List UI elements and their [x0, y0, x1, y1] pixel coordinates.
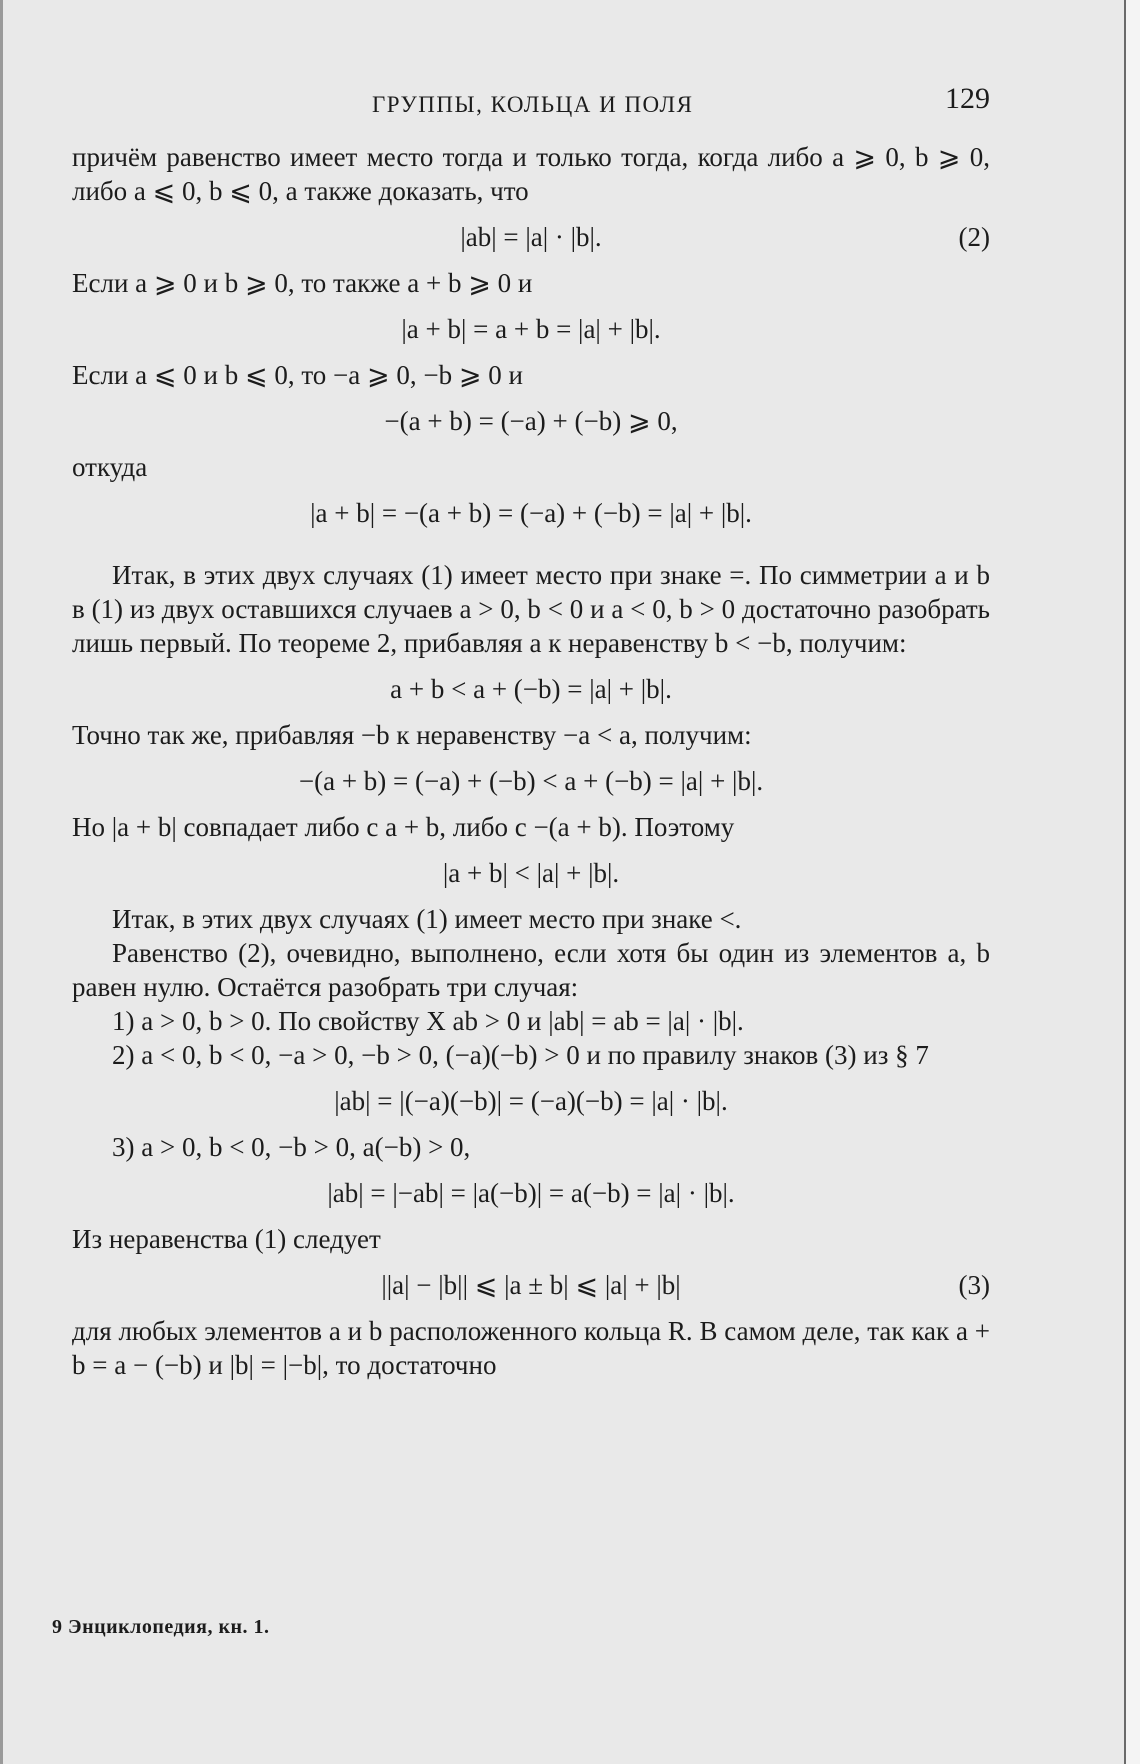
- formula-text: a + b < a + (−b) = |a| + |b|.: [390, 674, 672, 704]
- formula: [72, 496, 990, 530]
- paragraph: Равенство (2), очевидно, выполнено, если хотя бы один из элементов a, b равен нулю. Остаётся разобрать три случая:: [72, 938, 990, 1002]
- paragraph: Но |a + b| совпадает либо с a + b, либо с −(a + b). Поэтому: [72, 812, 735, 842]
- formula: [72, 1268, 990, 1302]
- paragraph: Итак, в этих двух случаях (1) имеет место при знаке =. По симметрии a и b в (1) из двух оставшихся случаев a > 0, b < 0 и a < 0, b > 0 достаточно разобрать лишь первый. По теореме 2, прибавляя a к неравенству b < −b, получим:: [72, 560, 990, 658]
- formula: [72, 1084, 990, 1118]
- page-edge-right: [1124, 0, 1140, 1764]
- page-edge-left: [0, 0, 3, 1764]
- page-header: [72, 80, 990, 140]
- paragraph-gap: [72, 542, 990, 558]
- formula-text: |a + b| = −(a + b) = (−a) + (−b) = |a| + |b|.: [310, 498, 752, 528]
- formula: [72, 672, 990, 706]
- formula: [72, 1176, 990, 1210]
- formula: [72, 764, 990, 798]
- paragraph: 2) a < 0, b < 0, −a > 0, −b > 0, (−a)(−b) > 0 и по правилу знаков (3) из § 7: [112, 1040, 929, 1070]
- paragraph: для любых элементов a и b расположенного кольца R. В самом деле, так как a + b = a − (−b) и |b| = |−b|, то достаточно: [72, 1316, 990, 1380]
- page-body: [72, 140, 990, 1382]
- paragraph: Если a ⩽ 0 и b ⩽ 0, то −a ⩾ 0, −b ⩾ 0 и: [72, 360, 523, 390]
- formula-text: −(a + b) = (−a) + (−b) < a + (−b) = |a| + |b|.: [298, 766, 764, 796]
- page-content: [72, 80, 990, 1382]
- paragraph: Итак, в этих двух случаях (1) имеет место при знаке <.: [112, 904, 742, 934]
- formula: [72, 404, 990, 438]
- formula-text: |a + b| < |a| + |b|.: [442, 858, 620, 888]
- formula-number: (3): [958, 1270, 990, 1300]
- paragraph: причём равенство имеет место тогда и только тогда, когда либо a ⩾ 0, b ⩾ 0, либо a ⩽ 0, b ⩽ 0, а также доказать, что: [72, 142, 990, 206]
- formula-text: |a + b| = a + b = |a| + |b|.: [401, 314, 661, 344]
- paragraph: 3) a > 0, b < 0, −b > 0, a(−b) > 0,: [112, 1132, 471, 1162]
- formula-text: −(a + b) = (−a) + (−b) ⩾ 0,: [384, 406, 678, 436]
- formula: [72, 220, 990, 254]
- paragraph: 1) a > 0, b > 0. По свойству X ab > 0 и |ab| = ab = |a| · |b|.: [112, 1006, 744, 1036]
- formula: [72, 312, 990, 346]
- paragraph: откуда: [72, 452, 148, 482]
- formula: [72, 856, 990, 890]
- formula-text: |ab| = |−ab| = |a(−b)| = a(−b) = |a| · |b|.: [327, 1178, 735, 1208]
- paragraph: Если a ⩾ 0 и b ⩾ 0, то также a + b ⩾ 0 и: [72, 268, 533, 298]
- running-head: ГРУППЫ, КОЛЬЦА И ПОЛЯ: [372, 92, 694, 117]
- paragraph: Точно так же, прибавляя −b к неравенству −a < a, получим:: [72, 720, 752, 750]
- formula-number: (2): [958, 222, 990, 252]
- formula-text: |ab| = |a| · |b|.: [460, 222, 602, 252]
- formula-text: ||a| − |b|| ⩽ |a ± b| ⩽ |a| + |b|: [381, 1270, 681, 1300]
- page-number: 129: [945, 82, 990, 115]
- paragraph: Из неравенства (1) следует: [72, 1224, 381, 1254]
- formula-text: |ab| = |(−a)(−b)| = (−a)(−b) = |a| · |b|.: [334, 1086, 728, 1116]
- signature-footnote: 9 Энциклопедия, кн. 1.: [52, 1616, 270, 1638]
